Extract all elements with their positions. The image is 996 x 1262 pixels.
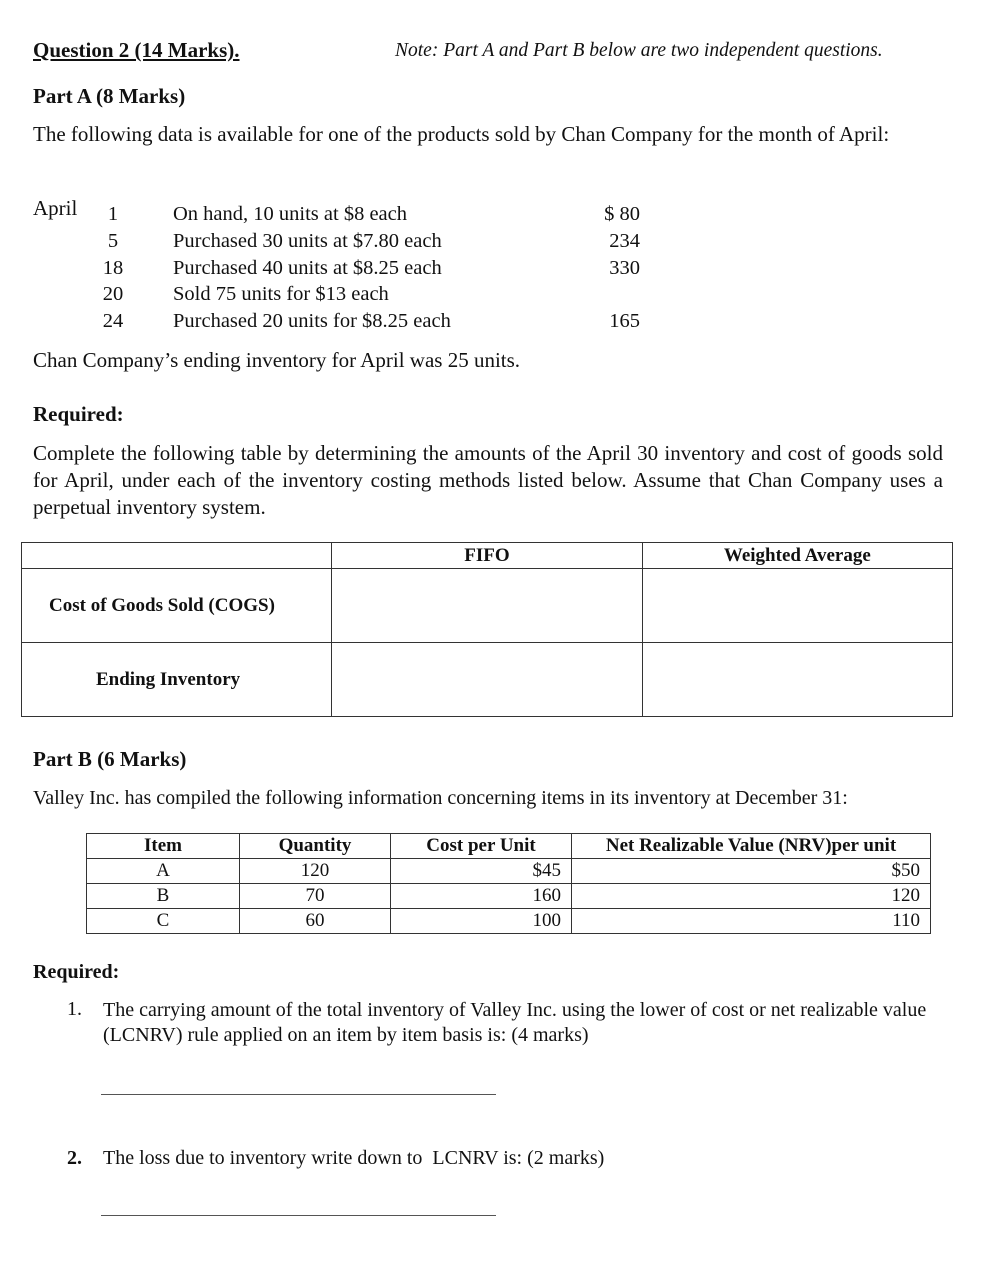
question-2-number: 2. (67, 1147, 82, 1169)
cost-cell: 160 (391, 884, 572, 909)
col-header-quantity: Quantity (240, 834, 391, 859)
transaction-amount: 165 (609, 310, 640, 332)
transaction-amount: 234 (609, 230, 640, 252)
col-header-nrv-per-unit: Net Realizable Value (NRV)per unit (572, 834, 931, 859)
independence-note: Note: Part A and Part B below are two independent questions. (395, 40, 883, 61)
nrv-cell: 120 (572, 884, 931, 909)
part-b-required-label: Required: (33, 961, 120, 983)
part-a-intro: The following data is available for one of the products sold by Chan Company for the month of April: (33, 122, 890, 146)
transaction-description: On hand, 10 units at $8 each (173, 203, 407, 225)
transaction-day: 5 (107, 230, 119, 252)
col-header-item: Item (87, 834, 240, 859)
cost-cell: $45 (391, 859, 572, 884)
quantity-cell: 70 (240, 884, 391, 909)
table-row (87, 884, 931, 909)
table-row (87, 909, 931, 934)
table-row (22, 569, 953, 643)
row-label-cogs: Cost of Goods Sold (COGS) (22, 569, 332, 643)
question-title: Question 2 (14 Marks). (33, 38, 240, 62)
transaction-amount: $ 80 (604, 203, 640, 225)
transaction-description: Purchased 30 units at $7.80 each (173, 230, 442, 252)
item-cell: A (87, 859, 240, 884)
inventory-method-table (21, 542, 953, 717)
table-row (87, 859, 931, 884)
item-cell: C (87, 909, 240, 934)
col-header-cost-per-unit: Cost per Unit (391, 834, 572, 859)
part-b-intro: Valley Inc. has compiled the following information concerning items in its inventory at December 31: (33, 787, 848, 809)
transaction-day: 24 (102, 310, 124, 332)
part-a-required-text: Complete the following table by determining the amounts of the April 30 inventory and cost of goods sold for April, under each of the inventory costing methods listed below. Assume that Chan Company uses a perpetual inventory system. (33, 441, 943, 519)
table-header-fifo: FIFO (332, 543, 642, 569)
valley-inventory-table (86, 833, 931, 934)
table-header-blank (22, 543, 332, 569)
item-cell: B (87, 884, 240, 909)
part-b-heading: Part B (6 Marks) (33, 747, 187, 771)
fifo-cogs-cell[interactable] (332, 569, 642, 643)
transaction-description: Sold 75 units for $13 each (173, 283, 389, 305)
transaction-description: Purchased 20 units for $8.25 each (173, 310, 451, 332)
answer-line-2[interactable] (101, 1214, 496, 1216)
transaction-amount: 330 (609, 257, 640, 279)
table-row (22, 643, 953, 717)
weighted-average-ending-inventory-cell[interactable] (642, 643, 952, 717)
row-label-ending-inventory: Ending Inventory (22, 643, 332, 717)
nrv-cell: 110 (572, 909, 931, 934)
transaction-day: 1 (107, 203, 119, 225)
answer-line-1[interactable] (101, 1093, 496, 1095)
weighted-average-cogs-cell[interactable] (642, 569, 952, 643)
part-a-required-label: Required: (33, 402, 124, 426)
transaction-day: 20 (102, 283, 124, 305)
transaction-description: Purchased 40 units at $8.25 each (173, 257, 442, 279)
question-1-number: 1. (67, 998, 82, 1020)
cost-cell: 100 (391, 909, 572, 934)
fifo-ending-inventory-cell[interactable] (332, 643, 642, 717)
question-2-text: The loss due to inventory write down to LCNRV is: (2 marks) (103, 1147, 605, 1169)
quantity-cell: 120 (240, 859, 391, 884)
part-a-heading: Part A (8 Marks) (33, 84, 186, 108)
nrv-cell: $50 (572, 859, 931, 884)
table-header-weighted-average: Weighted Average (642, 543, 952, 569)
transaction-day: 18 (102, 257, 124, 279)
ending-inventory-note: Chan Company’s ending inventory for April was 25 units. (33, 348, 521, 372)
question-1-text: The carrying amount of the total inventory of Valley Inc. using the lower of cost or net realizable value (LCNRV) rule applied on an item by item basis is: (4 marks) (103, 999, 927, 1046)
quantity-cell: 60 (240, 909, 391, 934)
month-label: April (33, 196, 78, 220)
